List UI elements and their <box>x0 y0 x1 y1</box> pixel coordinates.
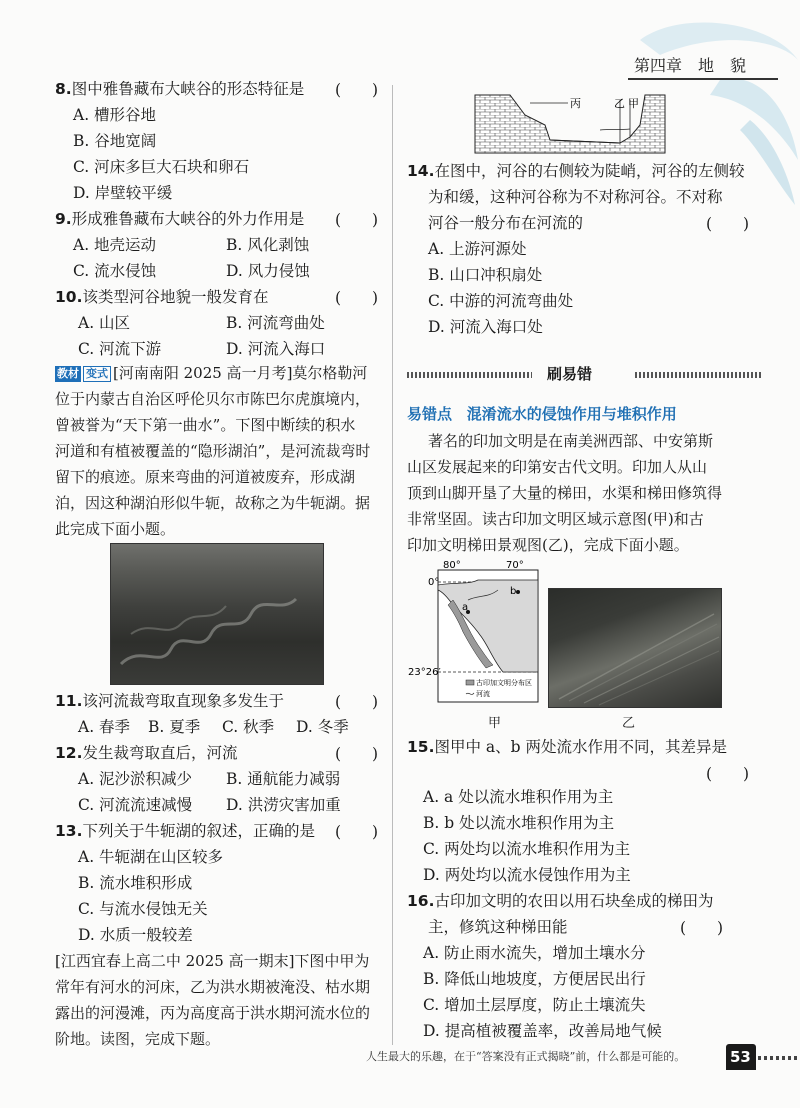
error-point-title: 混淆流水的侵蚀作用与堆积作用 <box>466 405 677 423</box>
passage3-line1: 著名的印加文明是在南美洲西部、中安第斯 <box>428 432 714 450</box>
q10-option-b[interactable]: B. 河流弯曲处 <box>226 314 325 332</box>
q9-option-d[interactable]: D. 风力侵蚀 <box>226 262 310 280</box>
passage3-line2: 山区发展起来的印第安古代文明。印加人从山 <box>407 458 708 476</box>
q9-option-a[interactable]: A. 地壳运动 <box>73 236 157 254</box>
q14-option-d[interactable]: D. 河流入海口处 <box>428 318 543 336</box>
q10-option-a[interactable]: A. 山区 <box>78 314 131 332</box>
q14-option-a[interactable]: A. 上游河源处 <box>428 240 527 258</box>
q12-stem: 12.发生裁弯取直后，河流 <box>55 744 238 762</box>
q13-option-b[interactable]: B. 流水堆积形成 <box>78 874 193 892</box>
passage3-line4: 非常坚固。读古印加文明区域示意图(甲)和古 <box>407 510 704 528</box>
error-point-label: 易错点 <box>407 405 453 423</box>
textbook-badge: 教材 <box>57 367 79 380</box>
q15-option-a[interactable]: A. a 处以流水堆积作用为主 <box>423 788 614 806</box>
q10-option-c[interactable]: C. 河流下游 <box>78 340 162 358</box>
q11-stem: 11.该河流裁弯取直现象多发生于 <box>55 692 284 710</box>
q15-answer-paren[interactable]: ( ) <box>706 765 750 783</box>
map-lat-tropic: 23°26′ <box>408 667 441 678</box>
variant-badge: 变式 <box>83 366 111 382</box>
passage1-line2: 位于内蒙古自治区呼伦贝尔市陈巴尔虎旗境内， <box>55 390 371 408</box>
q15-option-c[interactable]: C. 两处均以流水堆积作用为主 <box>423 840 631 858</box>
q16-answer-paren[interactable]: ( ) <box>680 919 724 937</box>
map-point-a: a <box>462 602 469 613</box>
chapter-header: 第四章 地 貌 <box>634 56 747 75</box>
q14-stem-line2: 为和缓，这种河谷称为不对称河谷。不对称 <box>428 188 723 206</box>
q11-option-b[interactable]: B. 夏季 <box>148 718 201 736</box>
passage2-line2: 常年有河水的河床，乙为洪水期被淹没、枯水期 <box>55 978 371 996</box>
q16-stem-line1: 16.古印加文明的农田以用石块垒成的梯田为 <box>407 892 714 910</box>
q13-option-a[interactable]: A. 牛轭湖在山区较多 <box>78 848 224 866</box>
header-rule <box>628 78 778 80</box>
q8-answer-paren[interactable]: ( ) <box>335 81 379 99</box>
q15-option-d[interactable]: D. 两处均以流水侵蚀作用为主 <box>423 866 631 884</box>
q9-option-c[interactable]: C. 流水侵蚀 <box>73 262 157 280</box>
q9-option-b[interactable]: B. 风化剥蚀 <box>226 236 310 254</box>
q15-stem: 15.图甲中 a、b 两处流水作用不同，其差异是 <box>407 738 727 756</box>
map-lon-80: 80° <box>443 560 461 571</box>
q13-stem: 13.下列关于牛轭湖的叙述，正确的是 <box>55 822 315 840</box>
map-caption-jia: 甲 <box>488 716 502 731</box>
passage1-line7: 此完成下面小题。 <box>55 520 176 538</box>
q14-stem-line3: 河谷一般分布在河流的 <box>428 214 584 232</box>
passage3-line5: 印加文明梯田景观图(乙)，完成下面小题。 <box>407 536 689 554</box>
section-title: 刷易错 <box>547 365 593 383</box>
q12-option-a[interactable]: A. 泥沙淤积减少 <box>78 770 193 788</box>
passage2-line4: 阶地。读图，完成下题。 <box>55 1030 221 1048</box>
error-point-heading <box>407 403 677 425</box>
inca-terrace-photo <box>548 588 722 708</box>
page-number: 53 <box>730 1048 751 1066</box>
passage2-line3: 露出的河漫滩，丙为高度高于洪水期河流水位的 <box>55 1004 371 1022</box>
q10-stem: 10.该类型河谷地貌一般发育在 <box>55 288 269 306</box>
q16-stem-line2: 主，修筑这种梯田能 <box>428 918 568 936</box>
terrace-lines <box>549 589 721 707</box>
q16-option-d[interactable]: D. 提高植被覆盖率，改善局地气候 <box>423 1022 662 1040</box>
q8-option-c[interactable]: C. 河床多巨大石块和卵石 <box>73 158 250 176</box>
q12-option-b[interactable]: B. 通航能力减弱 <box>226 770 341 788</box>
map-lat-equator: 0° <box>428 577 440 588</box>
map-caption-yi: 乙 <box>622 716 636 731</box>
footer-quote: 人生最大的乐趣，在于“答案没有正式揭晓”前，什么都是可能的。 <box>366 1050 686 1063</box>
q8-option-b[interactable]: B. 谷地宽阔 <box>73 132 157 150</box>
q9-answer-paren[interactable]: ( ) <box>335 211 379 229</box>
passage1-line1: 教材 变式 [河南南阳 2025 高一月考]莫尔格勒河 <box>57 364 368 382</box>
passage1-line5: 留下的痕迹。原来弯曲的河道被废弃，形成湖 <box>55 468 356 486</box>
diagram-label-yi: 乙 <box>614 97 625 110</box>
q9-stem: 9.形成雅鲁藏布大峡谷的外力作用是 <box>55 210 305 228</box>
q16-option-b[interactable]: B. 降低山地坡度，方便居民出行 <box>423 970 646 988</box>
q13-option-d[interactable]: D. 水质一般较差 <box>78 926 193 944</box>
passage2-line1: [江西宜春上高二中 2025 高一期末]下图中甲为 <box>55 952 370 970</box>
column-divider <box>392 85 393 1045</box>
q10-answer-paren[interactable]: ( ) <box>335 289 379 307</box>
q15-option-b[interactable]: B. b 处以流水堆积作用为主 <box>423 814 615 832</box>
map-lon-70: 70° <box>506 560 524 571</box>
q13-option-c[interactable]: C. 与流水侵蚀无关 <box>78 900 208 918</box>
map-legend-river: 河流 <box>476 690 490 698</box>
q11-option-c[interactable]: C. 秋季 <box>222 718 275 736</box>
q10-option-d[interactable]: D. 河流入海口 <box>226 340 326 358</box>
map-legend-area: 古印加文明分布区 <box>476 679 532 687</box>
q11-option-d[interactable]: D. 冬季 <box>296 718 349 736</box>
q8-option-d[interactable]: D. 岸壁较平缓 <box>73 184 173 202</box>
q16-option-c[interactable]: C. 增加土层厚度，防止土壤流失 <box>423 996 646 1014</box>
inca-region-map <box>408 560 548 710</box>
q12-answer-paren[interactable]: ( ) <box>335 745 379 763</box>
passage1-line4: 河道和有植被覆盖的“隐形湖泊”，是河流裁弯时 <box>55 442 371 460</box>
diagram-label-jia: 甲 <box>628 97 639 110</box>
oxbow-lake-photo <box>110 543 324 685</box>
map-point-b: b <box>510 586 517 597</box>
q11-option-a[interactable]: A. 春季 <box>78 718 131 736</box>
diagram-label-bing: 丙 <box>570 97 581 110</box>
passage3-line3: 顶到山脚开垦了大量的梯田，水渠和梯田修筑得 <box>407 484 723 502</box>
section-title-bar <box>407 366 762 384</box>
q8-option-a[interactable]: A. 槽形谷地 <box>73 106 157 124</box>
q12-option-d[interactable]: D. 洪涝灾害加重 <box>226 796 341 814</box>
q11-answer-paren[interactable]: ( ) <box>335 693 379 711</box>
q14-option-b[interactable]: B. 山口冲积扇处 <box>428 266 543 284</box>
q13-answer-paren[interactable]: ( ) <box>335 823 379 841</box>
meander-traces <box>111 544 323 684</box>
valley-cross-section-diagram <box>470 85 670 155</box>
q14-stem-line1: 14.在图中，河谷的右侧较为陡峭，河谷的左侧较 <box>407 162 745 180</box>
q14-answer-paren[interactable]: ( ) <box>706 215 750 233</box>
q12-option-c[interactable]: C. 河流流速减慢 <box>78 796 193 814</box>
passage1-line3: 曾被誉为“天下第一曲水”。下图中断续的积水 <box>55 416 356 434</box>
passage1-line6: 泊，因这种湖泊形似牛轭，故称之为牛轭湖。据 <box>55 494 371 512</box>
q8-stem: 8.图中雅鲁藏布大峡谷的形态特征是 <box>55 80 305 98</box>
footer-dots <box>758 1056 798 1060</box>
q14-option-c[interactable]: C. 中游的河流弯曲处 <box>428 292 574 310</box>
q16-option-a[interactable]: A. 防止雨水流失，增加土壤水分 <box>423 944 646 962</box>
